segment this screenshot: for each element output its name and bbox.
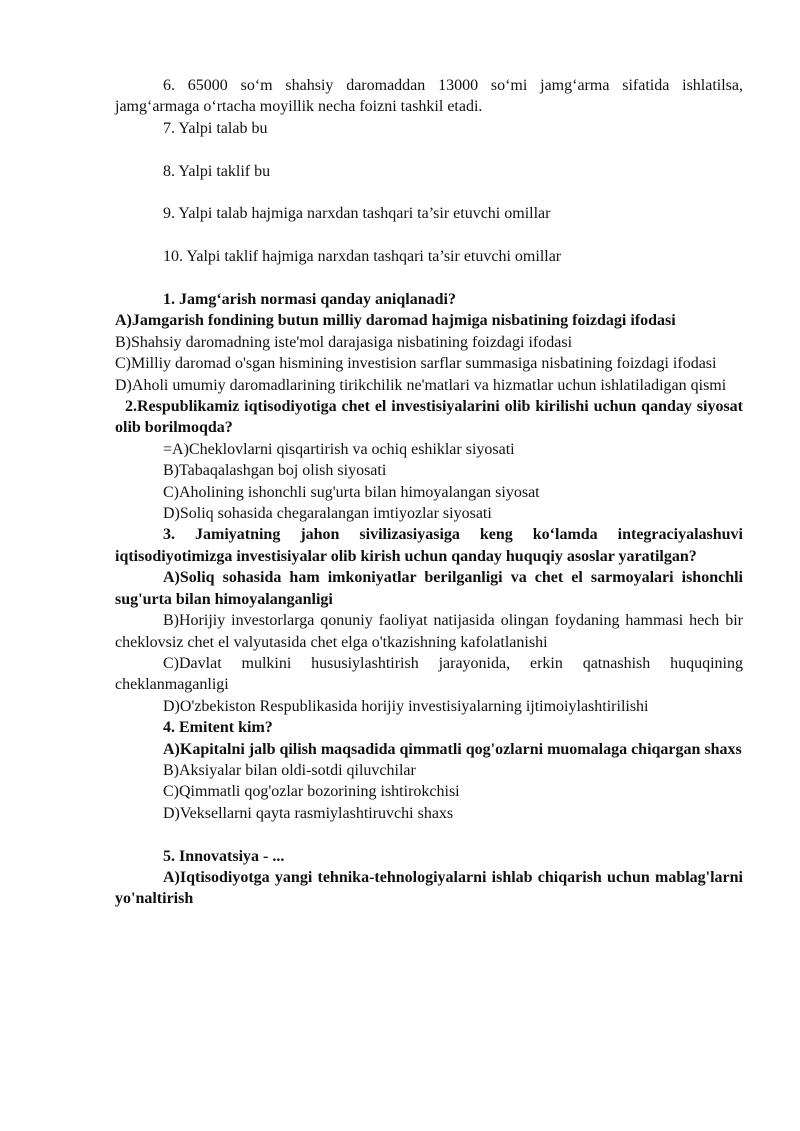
question-5: 5. Innovatsiya - ... bbox=[163, 847, 285, 865]
intro-item-10: 10. Yalpi taklif hajmiga narxdan tashqari ta’sir etuvchi omillar bbox=[163, 248, 562, 266]
q1-option-c: C)Milliy daromad o'sgan hismining investision sarflar summasiga nisbatining foizdagi ifodasi bbox=[115, 355, 717, 373]
question-3: 3. Jamiyatning jahon sivilizasiyasiga keng ko‘lamda integraciyalashuvi iqtisodiyotimizga investisiyalar olib kirish uchun qanday huquqiy asoslar yaratilgan? bbox=[115, 526, 743, 565]
question-2: 2.Respublikamiz iqtisodiyotiga chet el investisiyalarini olib kirilishi uchun qanday siyosat olib borilmoqda? bbox=[115, 398, 743, 437]
q4-option-a-correct: A)Kapitalni jalb qilish maqsadida qimmatli qog'ozlarni muomalaga chiqargan shaxs bbox=[163, 740, 742, 758]
q2-option-a-correct: =A)Cheklovlarni qisqartirish va ochiq eshiklar siyosati bbox=[163, 440, 515, 458]
intro-item-8: 8. Yalpi taklif bu bbox=[163, 162, 271, 180]
q1-option-a-correct: A)Jamgarish fondining butun milliy daromad hajmiga nisbatining foizdagi ifodasi bbox=[115, 312, 676, 330]
q3-option-c: C)Davlat mulkini hususiylashtirish jarayonida, erkin qatnashish huquqining cheklanmaganligi bbox=[115, 654, 743, 694]
q2-option-c: C)Aholining ishonchli sug'urta bilan himoyalangan siyosat bbox=[163, 483, 540, 501]
intro-item-7: 7. Yalpi talab bu bbox=[163, 119, 268, 137]
question-4: 4. Emitent kim? bbox=[163, 719, 273, 737]
q2-option-b: B)Tabaqalashgan boj olish siyosati bbox=[163, 462, 387, 480]
intro-item-6: 6. 65000 so‘m shahsiy daromaddan 13000 so‘mi jamg‘arma sifatida ishlatilsa, jamg‘armaga o‘rtacha moyillik necha foizni tashkil etadi. bbox=[115, 77, 743, 116]
q1-option-b: B)Shahsiy daromadning iste'mol darajasiga nisbatining foizdagi ifodasi bbox=[115, 333, 573, 351]
q3-option-b: B)Horijiy investorlarga qonuniy faoliyat natijasida olingan foydaning hammasi hech bir cheklovsiz chet el valyutasida chet elga o'tkazishning kafolatlanishi bbox=[115, 612, 743, 651]
intro-item-9: 9. Yalpi talab hajmiga narxdan tashqari ta’sir etuvchi omillar bbox=[163, 205, 551, 223]
q3-option-a-correct: A)Soliq sohasida ham imkoniyatlar berilganligi va chet el sarmoyalari ishonchli sug'urta bilan himoyalanganligi bbox=[115, 569, 743, 608]
q4-option-b: B)Aksiyalar bilan oldi-sotdi qiluvchilar bbox=[163, 761, 416, 779]
q4-option-c: C)Qimmatli qog'ozlar bozorining ishtirokchisi bbox=[163, 783, 460, 801]
q2-option-d: D)Soliq sohasida chegaralangan imtiyozlar siyosati bbox=[163, 505, 492, 523]
q5-option-a-correct: A)Iqtisodiyotga yangi tehnika-tehnologiyalarni ishlab chiqarish uchun mablag'larni yo'naltirish bbox=[115, 868, 743, 908]
q3-option-d: D)O'zbekiston Respublikasida horijiy investisiyalarning ijtimoiylashtirilishi bbox=[163, 697, 649, 715]
q4-option-d: D)Veksellarni qayta rasmiylashtiruvchi shaxs bbox=[163, 804, 454, 822]
question-1: 1. Jamg‘arish normasi qanday aniqlanadi? bbox=[163, 291, 456, 308]
q1-option-d: D)Aholi umumiy daromadlarining tirikchilik ne'matlari va hizmatlar uchun ishlatiladigan qismi bbox=[115, 376, 727, 394]
